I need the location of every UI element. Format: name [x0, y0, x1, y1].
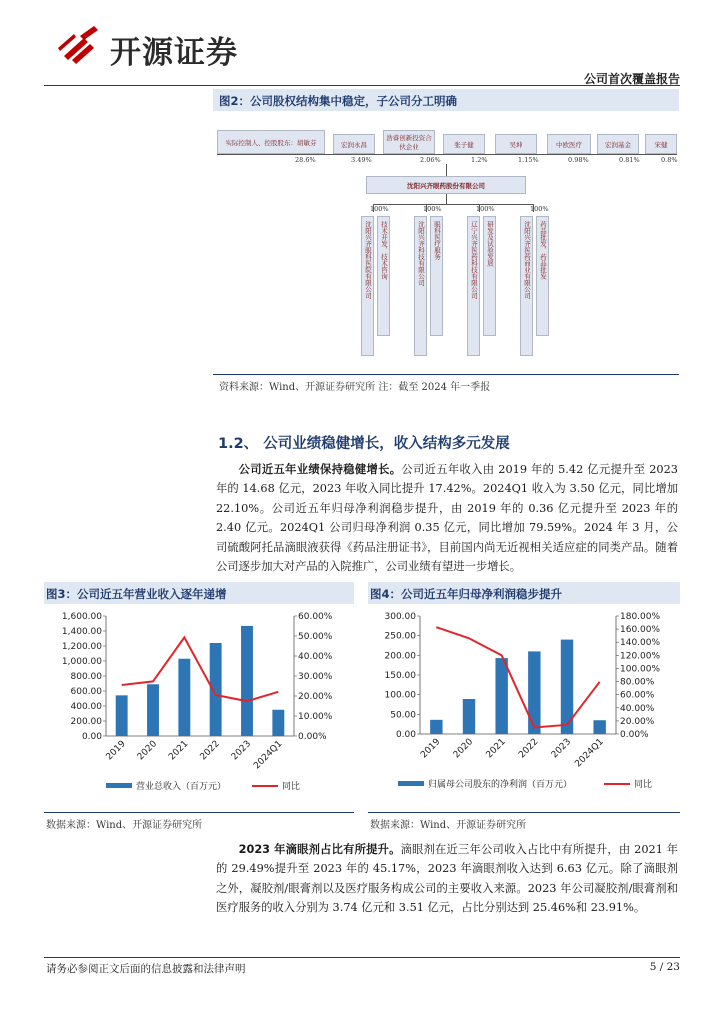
right-tick-label: 0.00%: [298, 732, 327, 742]
paragraph-lead: 2023 年滴眼剂占比有所提升。: [238, 843, 401, 856]
bar: [272, 710, 284, 736]
right-tick-label: 0.00%: [620, 730, 649, 740]
left-tick-label: 150.00: [384, 671, 416, 681]
shareholder-box: 浩睿创新投资合伙企业: [383, 130, 435, 154]
left-tick-label: 800.00: [70, 672, 102, 682]
left-tick-label: 250.00: [384, 631, 416, 642]
right-tick-label: 20.00%: [620, 716, 655, 727]
shareholder-box: 宏润永昌: [333, 134, 375, 154]
footer-rule: [44, 957, 680, 958]
right-tick-label: 10.00%: [298, 712, 333, 722]
bar: [116, 695, 128, 736]
subsidiary-business-box: 技术开发、技术咨询: [377, 216, 390, 336]
figure3-title: 图3：公司近五年营业收入逐年递增: [46, 587, 227, 601]
left-tick-label: 1,000.00: [61, 657, 102, 667]
figure2-title: 图2：公司股权结构集中稳定，子公司分工明确: [219, 94, 457, 108]
left-tick-label: 300.00: [384, 612, 416, 622]
subsidiary-name-box: 沈阳兴齐医药商业有限公司: [520, 216, 533, 356]
bar: [430, 720, 442, 734]
shareholder-box: 中欧医疗: [547, 134, 591, 154]
shareholder-box: 实际控制人、控股股东：胡敏芬: [217, 130, 325, 154]
left-tick-label: 0.00: [395, 730, 416, 740]
right-tick-label: 140.00%: [620, 638, 661, 649]
left-tick-label: 200.00: [384, 651, 416, 662]
right-tick-label: 40.00%: [298, 652, 333, 662]
paragraph-body: 公司近五年收入由 2019 年的 5.42 亿元提升至 2023 年的 14.68 亿元，2023 年收入同比提升 17.42%。2024Q1 收入为 3.50 亿元，同比增加 22.10%。公司近五年归母净利润稳步提升，由 2019 年的 0.36 亿元提升至 2023 年的 2.40 亿元。2024Q1 公司归母净利润 0.35 亿元，同比增加 79.59%。2024 年 3 月，公司硫酸阿托品滴眼液获得《药品注册证书》，目前国内尚无近视相关适应症的同类产品。随着公司逐步加大对产品的入院推广，公司业绩有望进一步增长。: [216, 463, 678, 574]
paragraph-body: 滴眼剂在近三年公司收入占比中有所提升，由 2021 年的 29.49%提升至 2023 年的 45.17%，2023 年滴眼剂收入达到 6.63 亿元。除了滴眼剂之外，凝胶剂/眼膏剂以及医疗服务构成公司的主要收入来源。2023 年公司凝胶剂/眼膏剂和医疗服务的收入分别为 3.74 亿元和 3.51 亿元，占比分别达到 25.46%和 23.91%。: [216, 843, 678, 915]
legend-bar-label: 营业总收入（百万元）: [136, 782, 227, 792]
category-label: 2020: [135, 739, 160, 763]
logo-mark-icon: [58, 26, 106, 66]
right-tick-label: 40.00%: [620, 703, 655, 714]
bar: [178, 659, 190, 736]
paragraph-revenue-growth: [216, 460, 678, 576]
subsidiary-business-box: 研发及试验发展: [483, 216, 496, 336]
section-title: 1.2、 公司业绩稳健增长，收入结构多元发展: [218, 436, 510, 452]
legend-bar-swatch: [398, 781, 424, 786]
right-tick-label: 60.00%: [620, 690, 655, 701]
left-tick-label: 0.00: [81, 732, 102, 742]
left-tick-label: 50.00: [390, 710, 416, 721]
stake-pct: 2.06%: [420, 156, 441, 164]
subsidiary-pct: 100%: [476, 205, 495, 213]
subsidiary-name-box: 沈阳兴齐科技有限公司: [414, 216, 427, 356]
legend-line-label: 同比: [634, 780, 653, 790]
figure2-source: 资料来源：Wind、开源证券研究所 注：截至 2024 年一季报: [219, 382, 491, 393]
right-tick-label: 120.00%: [620, 651, 661, 662]
bar: [528, 651, 540, 734]
bar: [210, 643, 222, 736]
right-tick-label: 60.00%: [298, 612, 333, 622]
left-tick-label: 1,600.00: [61, 612, 102, 622]
shareholder-box: 张子健: [443, 134, 485, 154]
right-tick-label: 100.00%: [620, 664, 661, 675]
bar: [495, 658, 507, 734]
stake-pct: 1.15%: [518, 156, 539, 164]
right-tick-label: 50.00%: [298, 632, 333, 642]
legend-bar-swatch: [106, 783, 132, 788]
category-label: 2022: [198, 739, 222, 763]
category-label: 2023: [549, 737, 574, 761]
subsidiary-business-box: 眼科医疗服务: [430, 216, 443, 336]
yoy-line: [122, 637, 279, 701]
stake-pct: 0.81%: [619, 156, 640, 164]
category-label: 2019: [419, 737, 443, 761]
stake-pct: 1.2%: [471, 156, 488, 164]
page-number: 5 / 23: [649, 961, 680, 973]
right-tick-label: 180.00%: [620, 612, 661, 622]
stake-pct: 28.6%: [295, 156, 316, 164]
subsidiary-name-box: 沈阳兴齐眼科医院有限公司: [361, 216, 374, 356]
ownership-chart: [213, 124, 679, 370]
category-label: 2022: [517, 737, 541, 761]
figure4-source: 数据来源：Wind、开源证券研究所: [370, 820, 527, 831]
right-tick-label: 30.00%: [298, 672, 333, 682]
subsidiary-pct: 100%: [423, 205, 442, 213]
figure4-title: 图4：公司近五年归母净利润稳步提升: [370, 587, 562, 601]
category-label: 2020: [451, 737, 476, 761]
stake-pct: 3.49%: [351, 156, 372, 164]
connector-line: [446, 164, 447, 176]
revenue-chart: [44, 606, 354, 806]
connector-line: [446, 194, 447, 204]
connector-line: [373, 204, 533, 205]
footer-disclaimer: 请务必参阅正文后面的信息披露和法律声明: [46, 963, 246, 975]
left-tick-label: 100.00: [384, 690, 416, 701]
left-tick-label: 600.00: [70, 687, 102, 697]
legend-bar-label: 归属母公司股东的净利润（百万元）: [428, 780, 573, 790]
figure3-source: 数据来源：Wind、开源证券研究所: [46, 820, 203, 831]
stake-pct: 0.98%: [568, 156, 589, 164]
company-box: 沈阳兴齐眼药股份有限公司: [366, 176, 526, 194]
bar: [241, 626, 253, 736]
subsidiary-pct: 100%: [370, 205, 389, 213]
right-tick-label: 20.00%: [298, 692, 333, 702]
stake-pct: 0.8%: [661, 156, 678, 164]
connector-line: [217, 154, 677, 155]
left-tick-label: 1,400.00: [61, 627, 102, 637]
brand-name: 开源证券: [110, 35, 238, 71]
subsidiary-name-box: 辽宁兴齐医药科技有限公司: [467, 216, 480, 356]
yoy-line: [436, 627, 599, 727]
bar: [593, 720, 605, 734]
paragraph-eye-drops: [216, 840, 678, 918]
category-label: 2024Q1: [252, 739, 285, 772]
category-label: 2021: [167, 739, 191, 763]
figure4-bottom-rule: [368, 812, 680, 813]
left-tick-label: 200.00: [70, 717, 102, 727]
subsidiary-business-box: 药品批发、药品批发: [536, 216, 549, 336]
left-tick-label: 400.00: [70, 702, 102, 712]
category-label: 2023: [229, 739, 254, 763]
right-tick-label: 80.00%: [620, 677, 655, 688]
category-label: 2024Q1: [573, 737, 606, 770]
left-tick-label: 1,200.00: [61, 642, 102, 652]
shareholder-box: 吴坤: [495, 134, 537, 154]
paragraph-lead: 公司近五年业绩保持稳健增长。: [238, 463, 402, 476]
report-type: 公司首次覆盖报告: [583, 72, 680, 86]
figure3-bottom-rule: [44, 812, 354, 813]
figure2-bottom-rule: [213, 374, 679, 375]
legend-line-label: 同比: [282, 782, 301, 792]
right-tick-label: 160.00%: [620, 625, 661, 636]
bar: [147, 684, 159, 736]
net-profit-chart: [368, 606, 680, 806]
shareholder-box: 宋健: [645, 134, 677, 154]
shareholder-box: 宏润基金: [597, 134, 639, 154]
header-rule: [44, 85, 680, 86]
category-label: 2019: [104, 739, 128, 763]
subsidiary-pct: 100%: [530, 205, 549, 213]
bar: [463, 699, 475, 734]
category-label: 2021: [484, 737, 508, 761]
